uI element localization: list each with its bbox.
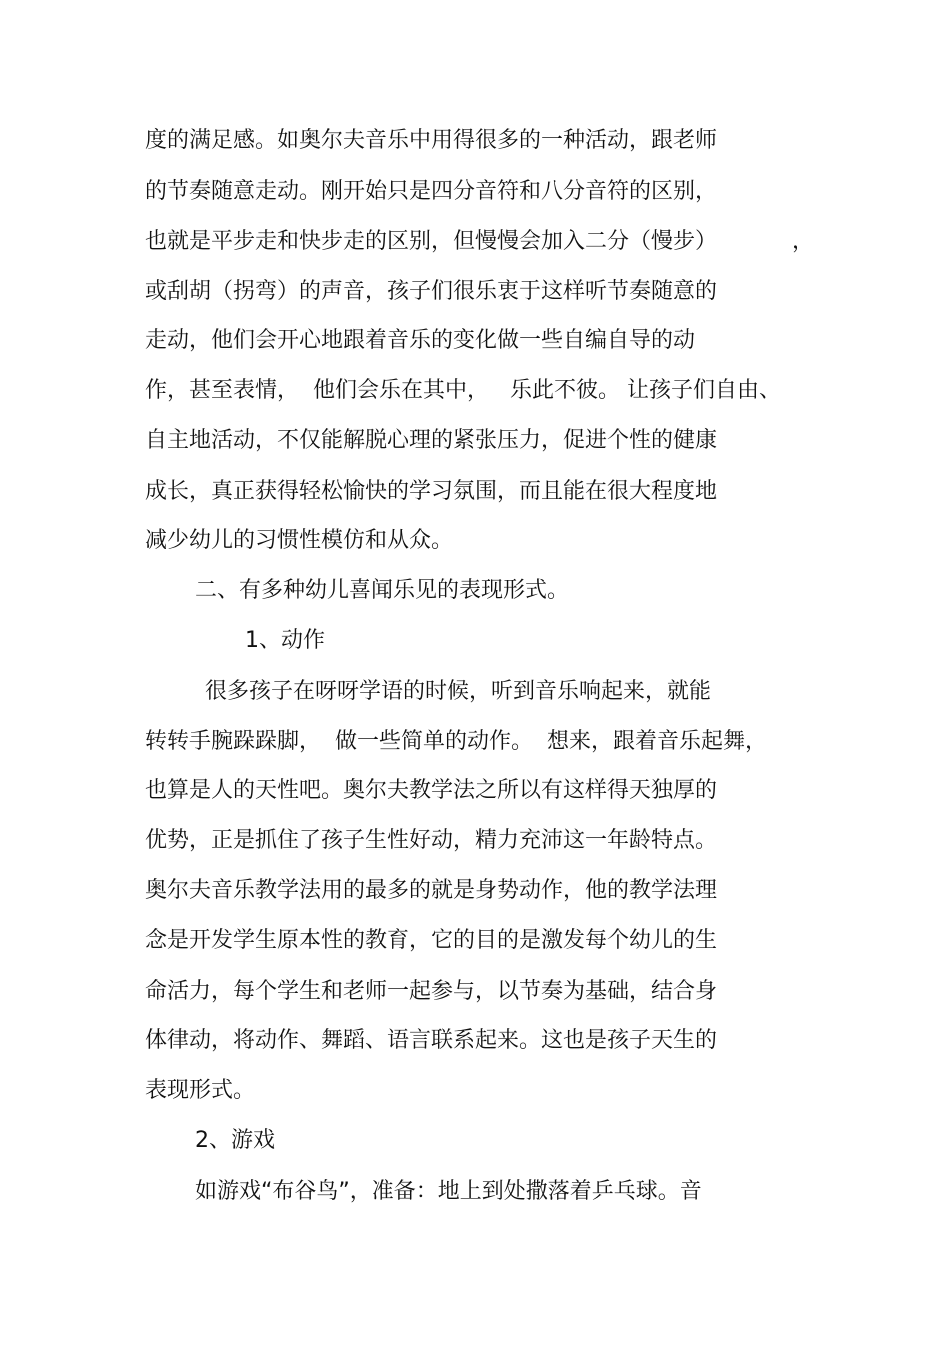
stray-comma: ， (792, 229, 815, 254)
paragraph-line: 作，甚至表情， 他们会乐在其中， 乐此不彼。 让孩子们自由、 (145, 378, 781, 403)
paragraph-line: 度的满足感。如奥尔夫音乐中用得很多的一种活动，跟老师 (145, 128, 718, 153)
subsection-heading-actions: 1、动作 (245, 628, 325, 653)
paragraph-line: 转转手腕跺跺脚， 做一些简单的动作。 想来，跟着音乐起舞， (145, 729, 767, 754)
paragraph-line: 减少幼儿的习惯性模仿和从众。 (145, 528, 454, 553)
section-heading: 二、有多种幼儿喜闻乐见的表现形式。 (195, 578, 570, 603)
paragraph-line: 念是开发学生原本性的教育，它的目的是激发每个幼儿的生 (145, 928, 718, 953)
subsection-heading-games: 2、游戏 (195, 1128, 275, 1153)
paragraph-line: 的节奏随意走动。刚开始只是四分音符和八分音符的区别， (145, 179, 718, 204)
paragraph-line: 表现形式。 (145, 1078, 256, 1103)
paragraph-line: 成长，真正获得轻松愉快的学习氛围，而且能在很大程度地 (145, 479, 718, 504)
paragraph-line: 优势，正是抓住了孩子生性好动，精力充沛这一年龄特点。 (145, 828, 718, 853)
paragraph-line: 也就是平步走和快步走的区别，但慢慢会加入二分（慢步） (145, 229, 718, 254)
paragraph-line: 命活力，每个学生和老师一起参与，以节奏为基础，结合身 (145, 979, 718, 1004)
paragraph-line: 或刮胡（拐弯）的声音，孩子们很乐衷于这样听节奏随意的 (145, 279, 718, 304)
paragraph-line: 也算是人的天性吧。奥尔夫教学法之所以有这样得天独厚的 (145, 778, 718, 803)
paragraph-line: 体律动，将动作、舞蹈、语言联系起来。这也是孩子天生的 (145, 1028, 718, 1053)
paragraph-line: 奥尔夫音乐教学法用的最多的就是身势动作，他的教学法理 (145, 878, 718, 903)
paragraph-line: 走动，他们会开心地跟着音乐的变化做一些自编自导的动 (145, 328, 696, 353)
paragraph-line: 很多孩子在呀呀学语的时候，听到音乐响起来，就能 (205, 679, 712, 704)
paragraph-line: 如游戏“布谷鸟”，准备：地上到处撒落着乒乓球。音 (195, 1179, 702, 1204)
paragraph-line: 自主地活动，不仅能解脱心理的紧张压力，促进个性的健康 (145, 428, 718, 453)
